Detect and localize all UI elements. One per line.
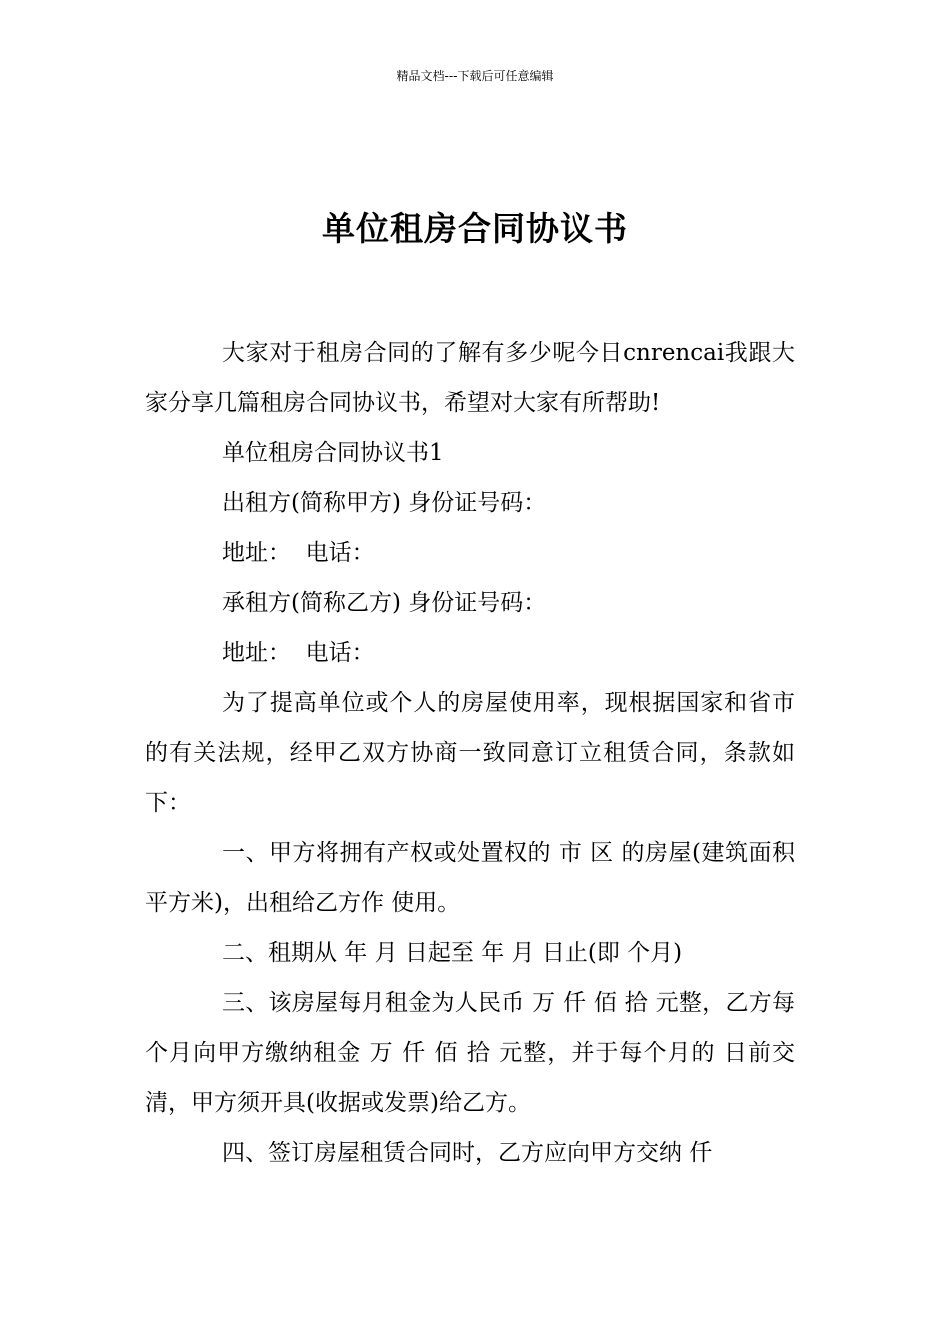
paragraph-clause-2: 二、租期从 年 月 日起至 年 月 日止(即 个月)	[222, 940, 683, 966]
document-title: 单位租房合同协议书	[322, 209, 628, 248]
paragraph-clause-1: 一、甲方将拥有产权或处置权的 市 区 的房屋(建筑面积 平方米)，出租给乙方作 使用。	[145, 840, 803, 916]
paragraph-lessee: 承租方(简称乙方) 身份证号码：	[222, 590, 547, 616]
paragraph-clause-3: 三、该房屋每月租金为人民币 万 仟 佰 拾 元整，乙方每 个月向甲方缴纳租金 万 仟 佰 拾 元整，并于每个月的 日前交清，甲方须开具(收据或发票)给乙方。	[145, 990, 803, 1116]
document-body	[145, 328, 803, 1178]
paragraph-lessor: 出租方(简称甲方) 身份证号码：	[222, 490, 547, 516]
paragraph-lessee-address: 地址： 电话：	[222, 640, 375, 666]
paragraph-preamble: 为了提高单位或个人的房屋使用率，现根据国家和省市的有关法规，经甲乙双方协商一致同意订立租赁合同，条款如下：	[145, 690, 795, 816]
paragraph-lessor-address: 地址： 电话：	[222, 540, 375, 566]
paragraph-clause-4: 四、签订房屋租赁合同时，乙方应向甲方交纳 仟	[222, 1140, 713, 1166]
paragraph-section-heading: 单位租房合同协议书1	[222, 440, 444, 466]
paragraph-intro: 大家对于租房合同的了解有多少呢今日cnrencai我跟大家分享几篇租房合同协议书，希望对大家有所帮助!	[145, 340, 795, 416]
page-header: 精品文档---下载后可任意编辑	[396, 69, 554, 83]
